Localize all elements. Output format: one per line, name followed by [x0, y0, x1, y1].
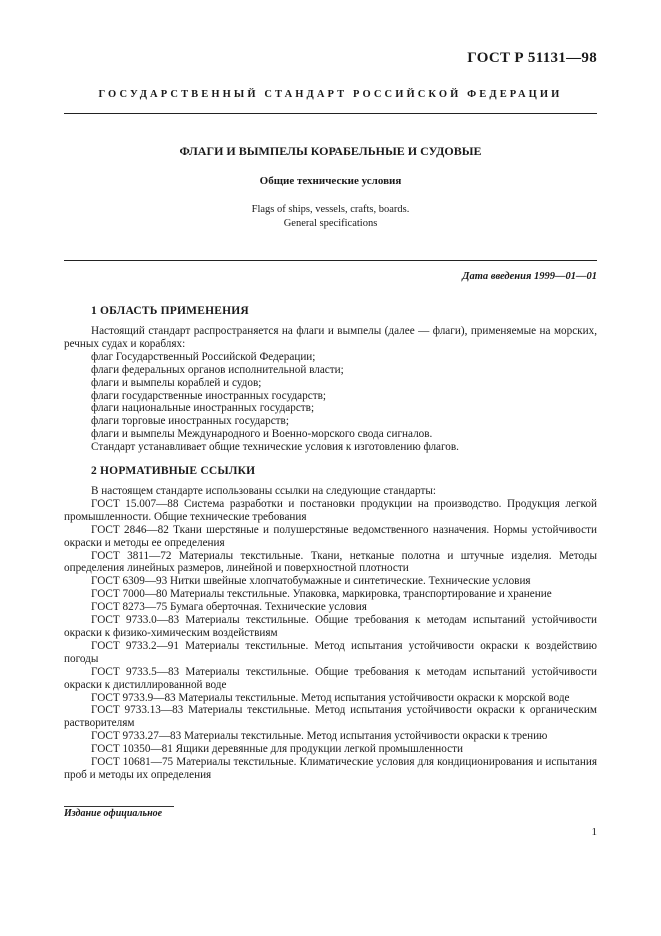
- section-2-paragraph: В настоящем стандарте использованы ссылки на следующие стандарты:: [91, 485, 436, 497]
- section-1-heading: 1 ОБЛАСТЬ ПРИМЕНЕНИЯ: [91, 305, 249, 317]
- standard-reference: ГОСТ 15.007—88 Система разработки и постановки продукции на производство. Продукция легкой промышленности. Общие технические требования: [64, 497, 597, 523]
- standard-reference: ГОСТ 3811—72 Материалы текстильные. Ткани, нетканые полотна и штучные изделия. Методы определения линейных размеров, линейной и поверхностной плотности: [64, 549, 597, 575]
- section-1-list-item: флаги государственные иностранных государств;: [91, 389, 326, 402]
- document-title: ФЛАГИ И ВЫМПЕЛЫ КОРАБЕЛЬНЫЕ И СУДОВЫЕ: [179, 144, 482, 158]
- document-code: ГОСТ Р 51131—98: [467, 50, 597, 66]
- section-1-paragraph: Стандарт устанавливает общие технические условия к изготовлению флагов.: [91, 441, 459, 454]
- section-1-list-item: флаги и вымпелы кораблей и судов;: [91, 376, 262, 389]
- standard-reference: ГОСТ 8273—75 Бумага оберточная. Технические условия: [91, 601, 367, 614]
- section-1-list-item: флаг Государственный Российской Федерации;: [91, 350, 316, 363]
- english-title: [64, 203, 597, 231]
- standard-reference: ГОСТ 9733.5—83 Материалы текстильные. Общие требования к методам испытаний устойчивости окраски к дистиллированной воде: [64, 665, 597, 691]
- standard-reference: ГОСТ 9733.0—83 Материалы текстильные. Общие требования к методам испытаний устойчивости окраски к физико-химическим воздействиям: [64, 614, 597, 639]
- title-divider: [64, 260, 597, 261]
- document-subtitle: Общие технические условия: [259, 175, 402, 187]
- section-2-body: [64, 485, 597, 782]
- standard-reference: ГОСТ 10350—81 Ящики деревянные для продукции легкой промышленности: [91, 743, 464, 756]
- page-number: 1: [591, 826, 597, 838]
- section-1-list-item: флаги национальные иностранных государств;: [91, 402, 315, 415]
- standard-reference: ГОСТ 9733.13—83 Материалы текстильные. Метод испытания устойчивости окраски к органическим растворителям: [64, 704, 597, 730]
- english-title-line-1: Flags of ships, vessels, crafts, boards.: [251, 204, 410, 215]
- standard-reference: ГОСТ 2846—82 Ткани шерстяные и полушерстяные ведомственного назначения. Нормы устойчивости окраски и методы ее определения: [64, 523, 597, 549]
- section-2-heading: 2 НОРМАТИВНЫЕ ССЫЛКИ: [91, 465, 256, 477]
- edition-label: Издание официальное: [64, 808, 163, 819]
- section-1-list-item: флаги торговые иностранных государств;: [91, 415, 289, 428]
- section-1-list-item: флаги и вымпелы Международного и Военно-морского свода сигналов.: [91, 428, 433, 441]
- section-1-body: [64, 325, 597, 454]
- standard-reference: ГОСТ 9733.9—83 Материалы текстильные. Метод испытания устойчивости окраски к морской воде: [91, 691, 570, 704]
- footer-divider: [64, 806, 174, 807]
- section-1-paragraph: Настоящий стандарт распространяется на флаги и вымпелы (далее — флаги), применяемые на морских, речных судах и кораблях:: [64, 325, 597, 350]
- standard-reference: ГОСТ 9733.27—83 Материалы текстильные. Метод испытания устойчивости окраски к трению: [91, 730, 548, 743]
- standard-reference: ГОСТ 9733.2—91 Материалы текстильные. Метод испытания устойчивости окраски к воздействию погоды: [64, 639, 597, 665]
- standard-reference: ГОСТ 6309—93 Нитки швейные хлопчатобумажные и синтетические. Технические условия: [91, 575, 531, 588]
- standard-reference: ГОСТ 7000—80 Материалы текстильные. Упаковка, маркировка, транспортирование и хранение: [91, 588, 552, 601]
- section-1-list-item: флаги федеральных органов исполнительной власти;: [91, 363, 344, 376]
- state-standard-banner: ГОСУДАРСТВЕННЫЙ СТАНДАРТ РОССИЙСКОЙ ФЕДЕРАЦИИ: [98, 89, 563, 100]
- english-title-line-2: General specifications: [283, 218, 378, 229]
- introduction-date: Дата введения 1999—01—01: [462, 271, 597, 282]
- header-divider: [64, 113, 597, 114]
- standard-reference: ГОСТ 10681—75 Материалы текстильные. Климатические условия для кондиционирования и испытания проб и методы их определения: [64, 756, 597, 781]
